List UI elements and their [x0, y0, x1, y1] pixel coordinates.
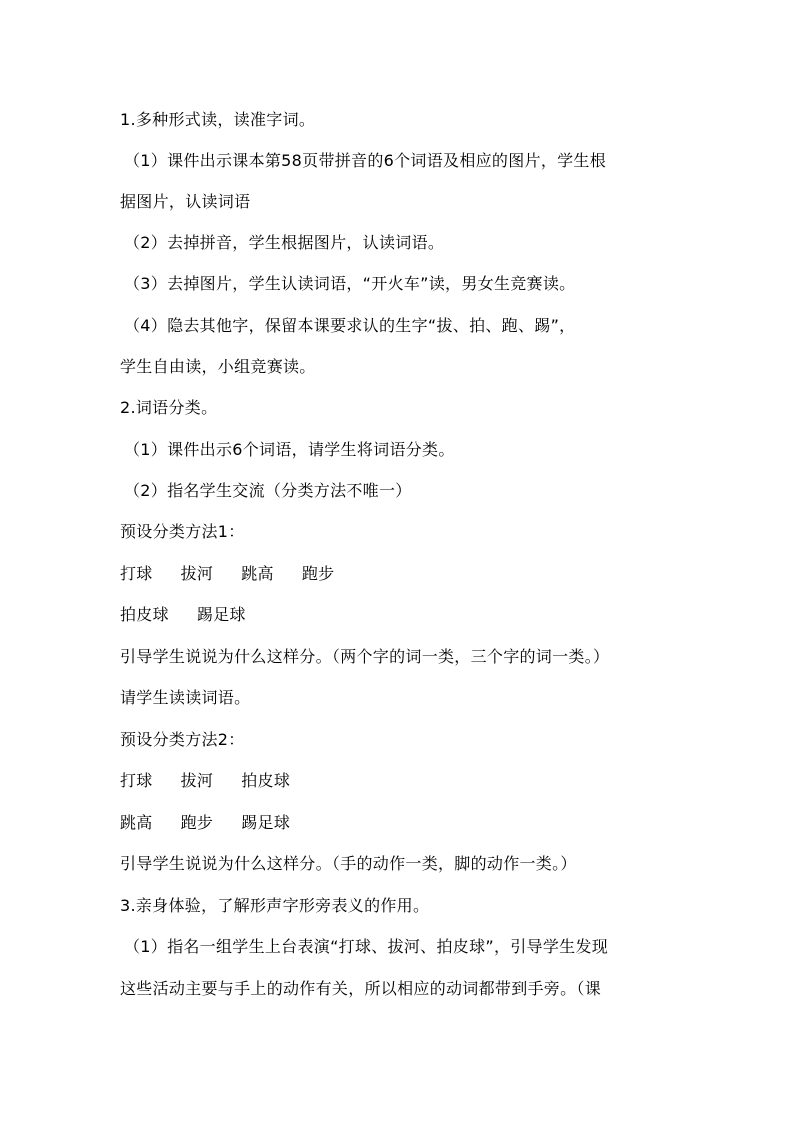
- paragraph-line: （4）隐去其他字，保留本课要求认的生字“拔、拍、跑、踢”，: [124, 316, 576, 335]
- word: 跳高: [241, 564, 274, 583]
- paragraph-line: （3）去掉图片，学生认读词语，“开火车”读，男女生竞赛读。: [124, 274, 576, 293]
- word: 拍皮球: [241, 771, 291, 790]
- paragraph-line: （1）课件出示6个词语，请学生将词语分类。: [124, 440, 455, 459]
- word-row: [120, 813, 680, 833]
- word: 跑步: [301, 564, 335, 583]
- paragraph-line: 据图片，认读词语: [120, 192, 251, 211]
- word-row: [120, 605, 680, 625]
- word: 拔河: [180, 564, 214, 583]
- word-row: [120, 771, 680, 791]
- paragraph-line: 引导学生说说为什么这样分。（手的动作一类，脚的动作一类。）: [120, 854, 577, 873]
- word: 拍皮球: [120, 605, 169, 624]
- paragraph-line: （1）课件出示课本第58页带拼音的6个词语及相应的图片，学生根: [124, 151, 607, 170]
- word: 踢足球: [241, 813, 291, 832]
- method-label: 预设分类方法1：: [120, 522, 245, 541]
- heading-2: 2.词语分类。: [120, 398, 218, 417]
- word: 踢足球: [196, 605, 246, 624]
- word: 拔河: [180, 771, 214, 790]
- paragraph-line: 请学生读读词语。: [120, 688, 251, 707]
- paragraph-line: 引导学生说说为什么这样分。（两个字的词一类，三个字的词一类。）: [120, 647, 610, 666]
- paragraph-line: 这些活动主要与手上的动作有关，所以相应的动词都带到手旁。（课: [120, 979, 602, 998]
- word: 跳高: [120, 813, 153, 832]
- word: 跑步: [180, 813, 214, 832]
- paragraph-line: （2）指名学生交流（分类方法不唯一）: [124, 481, 412, 500]
- heading-1: 1.多种形式读，读准字词。: [120, 110, 316, 129]
- heading-3: 3.亲身体验，了解形声字形旁表义的作用。: [120, 896, 430, 915]
- paragraph-line: 学生自由读，小组竞赛读。: [120, 357, 316, 376]
- method-label: 预设分类方法2：: [120, 730, 245, 749]
- word-row: [120, 564, 680, 584]
- word: 打球: [120, 771, 153, 790]
- paragraph-line: （1）指名一组学生上台表演“打球、拔河、拍皮球”，引导学生发现: [124, 937, 609, 956]
- word: 打球: [120, 564, 153, 583]
- paragraph-line: （2）去掉拼音，学生根据图片，认读词语。: [124, 233, 445, 252]
